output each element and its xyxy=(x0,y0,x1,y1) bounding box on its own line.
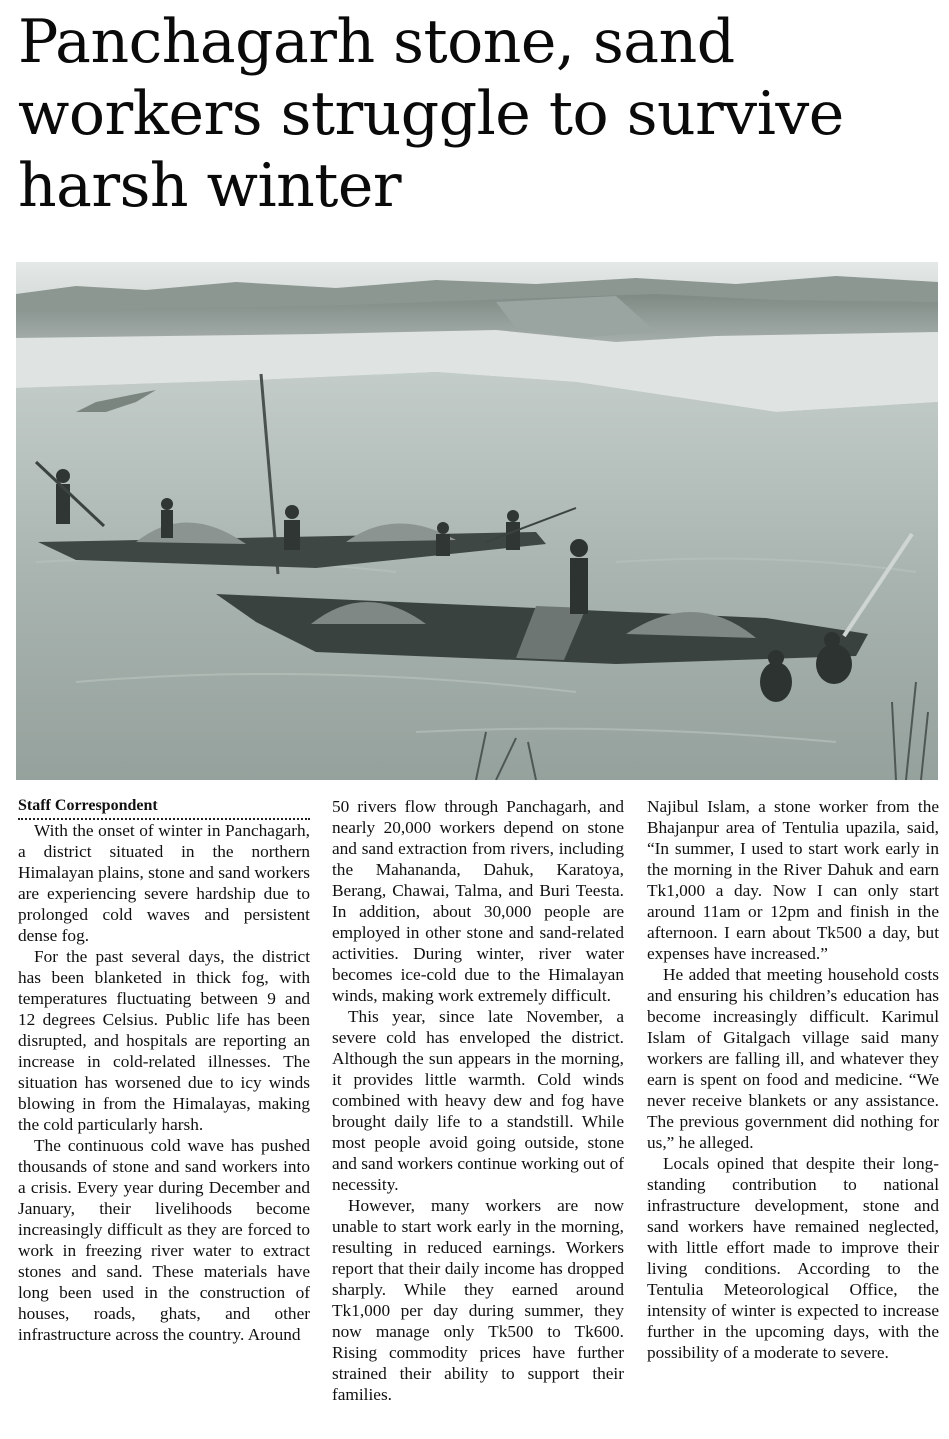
paragraph: 50 rivers flow through Panchagarh, and nearly 20,000 workers depend on stone and sand extraction from rivers, including the Mahananda, Dahuk, Karatoya, Berang, Chawai, Talma, and Buri Teesta. In addition, about 30,000 people are employed in other stone and sand-related activities. During winter, river water becomes ice-cold due to the Himalayan winds, making work extremely difficult. xyxy=(332,797,624,1005)
paragraph: The continuous cold wave has pushed thousands of stone and sand workers into a crisis. Every year during December and January, their livelihoods become increasingly difficult as they are forced to work in freezing river water to extract stones and sand. These materials have long been used in the construction of houses, roads, ghats, and other infrastructure across the country. Around xyxy=(18,1136,310,1344)
river-workers-photo xyxy=(16,262,938,780)
paragraph: However, many workers are now unable to start work early in the morning, resulting in reduced earnings. Workers report that their daily income has dropped sharply. While they earned around Tk1,000 per day during summer, they now manage only Tk500 to Tk600. Rising commodity prices have further strained their ability to support their families. xyxy=(332,1196,624,1404)
byline: Staff Correspondent xyxy=(18,796,310,820)
paragraph: This year, since late November, a severe cold has enveloped the district. Although the sun appears in the morning, it provides little warmth. Cold winds combined with heavy dew and fog have brought daily life to a standstill. While most people avoid going outside, stone and sand workers continue working out of necessity. xyxy=(332,1007,624,1194)
paragraph: He added that meeting household costs and ensuring his children’s education has become increasingly difficult. Karimul Islam of Gitalgach village said many workers are falling ill, and whatever they earn is spent on food and medicine. “We never receive blankets or any assistance. The previous government did nothing for us,” he alleged. xyxy=(647,965,939,1152)
paragraph: Najibul Islam, a stone worker from the Bhajanpur area of Tentulia upazila, said, “In summer, I used to start work early in the morning in the River Dahuk and earn Tk1,000 a day. Now I can only start around 11am or 12pm and finish in the afternoon. I earn about Tk500 a day, but expenses have increased.” xyxy=(647,797,939,963)
column-1 xyxy=(18,796,310,1345)
headline: Panchagarh stone, sand workers struggle to survive harsh winter xyxy=(18,7,844,221)
column-3 xyxy=(647,796,939,1363)
paragraph: For the past several days, the district has been blanketed in thick fog, with temperatures fluctuating between 9 and 12 degrees Celsius. Public life has been disrupted, and hospitals are reporting an increase in cold-related illnesses. The situation has worsened due to icy winds blowing in from the Himalayas, making the cold particularly harsh. xyxy=(18,947,310,1134)
paragraph: Locals opined that despite their long-standing contribution to national infrastructure development, stone and sand workers have remained neglected, with little effort made to improve their living conditions. According to the Tentulia Meteorological Office, the intensity of winter is expected to increase further in the upcoming days, with the possibility of a moderate to severe. xyxy=(647,1154,939,1362)
paragraph: With the onset of winter in Panchagarh, a district situated in the northern Himalayan plains, stone and sand workers are experiencing severe hardship due to prolonged cold waves and persistent dense fog. xyxy=(18,821,310,945)
column-2 xyxy=(332,796,624,1405)
